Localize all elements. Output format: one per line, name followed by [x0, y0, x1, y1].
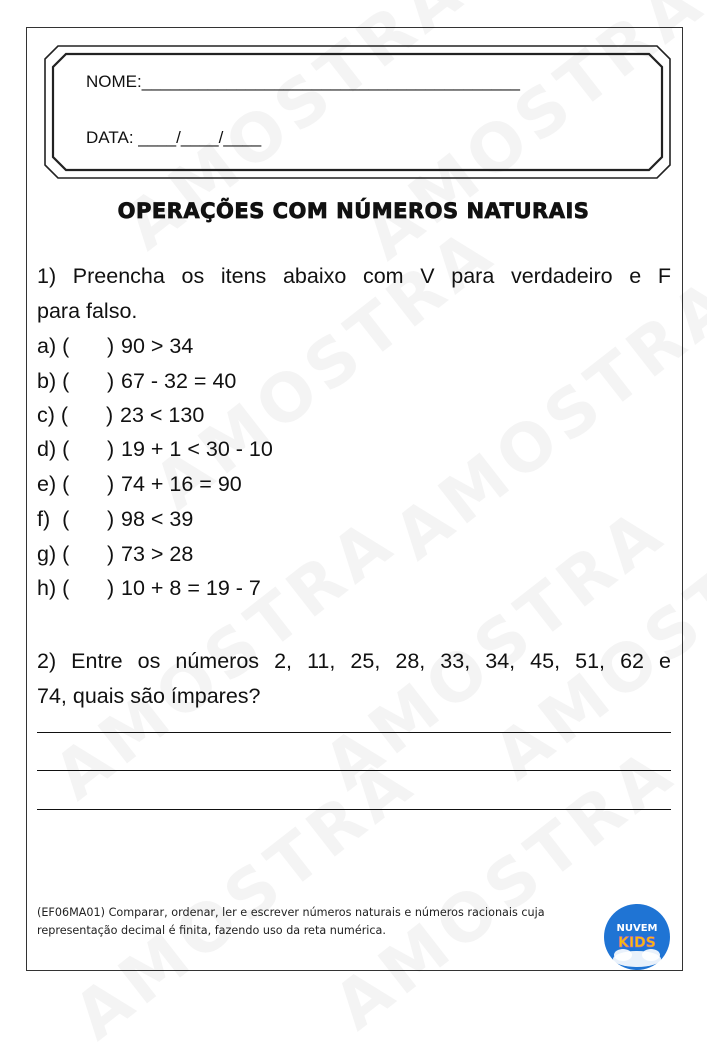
item-expression: 73 > 28: [121, 542, 194, 566]
item-close-paren: ): [107, 437, 115, 461]
item-close-paren: ): [107, 576, 115, 600]
list-item: [37, 432, 273, 466]
item-label: g) (: [37, 542, 70, 566]
item-close-paren: ): [107, 542, 115, 566]
list-item: [37, 398, 204, 432]
item-label: a) (: [37, 334, 70, 358]
item-expression: 74 + 16 = 90: [121, 472, 242, 496]
name-blank: ________________________________________: [141, 72, 520, 91]
item-close-paren: ): [106, 403, 114, 427]
list-item: [37, 329, 193, 363]
student-info-box: [44, 45, 671, 179]
item-label: b) (: [37, 369, 70, 393]
list-item: [37, 467, 242, 501]
nuvem-kids-logo: [603, 903, 671, 971]
item-expression: 98 < 39: [121, 507, 194, 531]
question-1-line-2: para falso.: [37, 298, 138, 323]
item-expression: 19 + 1 < 30 - 10: [121, 437, 273, 461]
item-close-paren: ): [107, 334, 115, 358]
answer-line[interactable]: [37, 732, 671, 733]
item-close-paren: ): [107, 472, 115, 496]
item-expression: 67 - 32 = 40: [121, 369, 237, 393]
list-item: [37, 571, 261, 605]
item-label: f) (: [37, 507, 70, 531]
item-label: c) (: [37, 403, 69, 427]
date-label: DATA:: [86, 128, 134, 147]
answer-line[interactable]: [37, 809, 671, 810]
item-label: d) (: [37, 437, 70, 461]
logo-text-top: NUVEM: [616, 923, 658, 934]
logo-text-bottom: KIDS: [618, 935, 656, 951]
name-field[interactable]: [86, 72, 520, 92]
item-label: e) (: [37, 472, 70, 496]
item-label: h) (: [37, 576, 70, 600]
date-field[interactable]: [86, 128, 261, 148]
name-label: NOME:: [86, 72, 142, 91]
date-blank: ____/____/____: [138, 128, 262, 147]
logo-badge: [603, 903, 671, 971]
question-2-prompt: [37, 644, 671, 713]
item-expression: 90 > 34: [121, 334, 194, 358]
item-close-paren: ): [107, 369, 115, 393]
question-1-line-1: 1) Preencha os itens abaixo com V para verdadeiro e F: [37, 264, 671, 288]
list-item: [37, 364, 236, 398]
question-2-line-2: 74, quais são ímpares?: [37, 683, 261, 708]
answer-line[interactable]: [37, 770, 671, 771]
list-item: [37, 502, 193, 536]
curriculum-note: (EF06MA01) Comparar, ordenar, ler e escrever números naturais e números racionais cuja representação decimal é finita, fazendo uso da reta numérica.: [37, 906, 545, 937]
header-frame: [44, 45, 671, 179]
list-item: [37, 537, 193, 571]
item-expression: 10 + 8 = 19 - 7: [121, 576, 261, 600]
question-1-prompt: [37, 259, 671, 328]
item-expression: 23 < 130: [120, 403, 205, 427]
question-2-line-1: 2) Entre os números 2, 11, 25, 28, 33, 34, 45, 51, 62 e: [37, 649, 671, 673]
page-title: OPERAÇÕES COM NÚMEROS NATURAIS: [117, 199, 590, 223]
item-close-paren: ): [107, 507, 115, 531]
